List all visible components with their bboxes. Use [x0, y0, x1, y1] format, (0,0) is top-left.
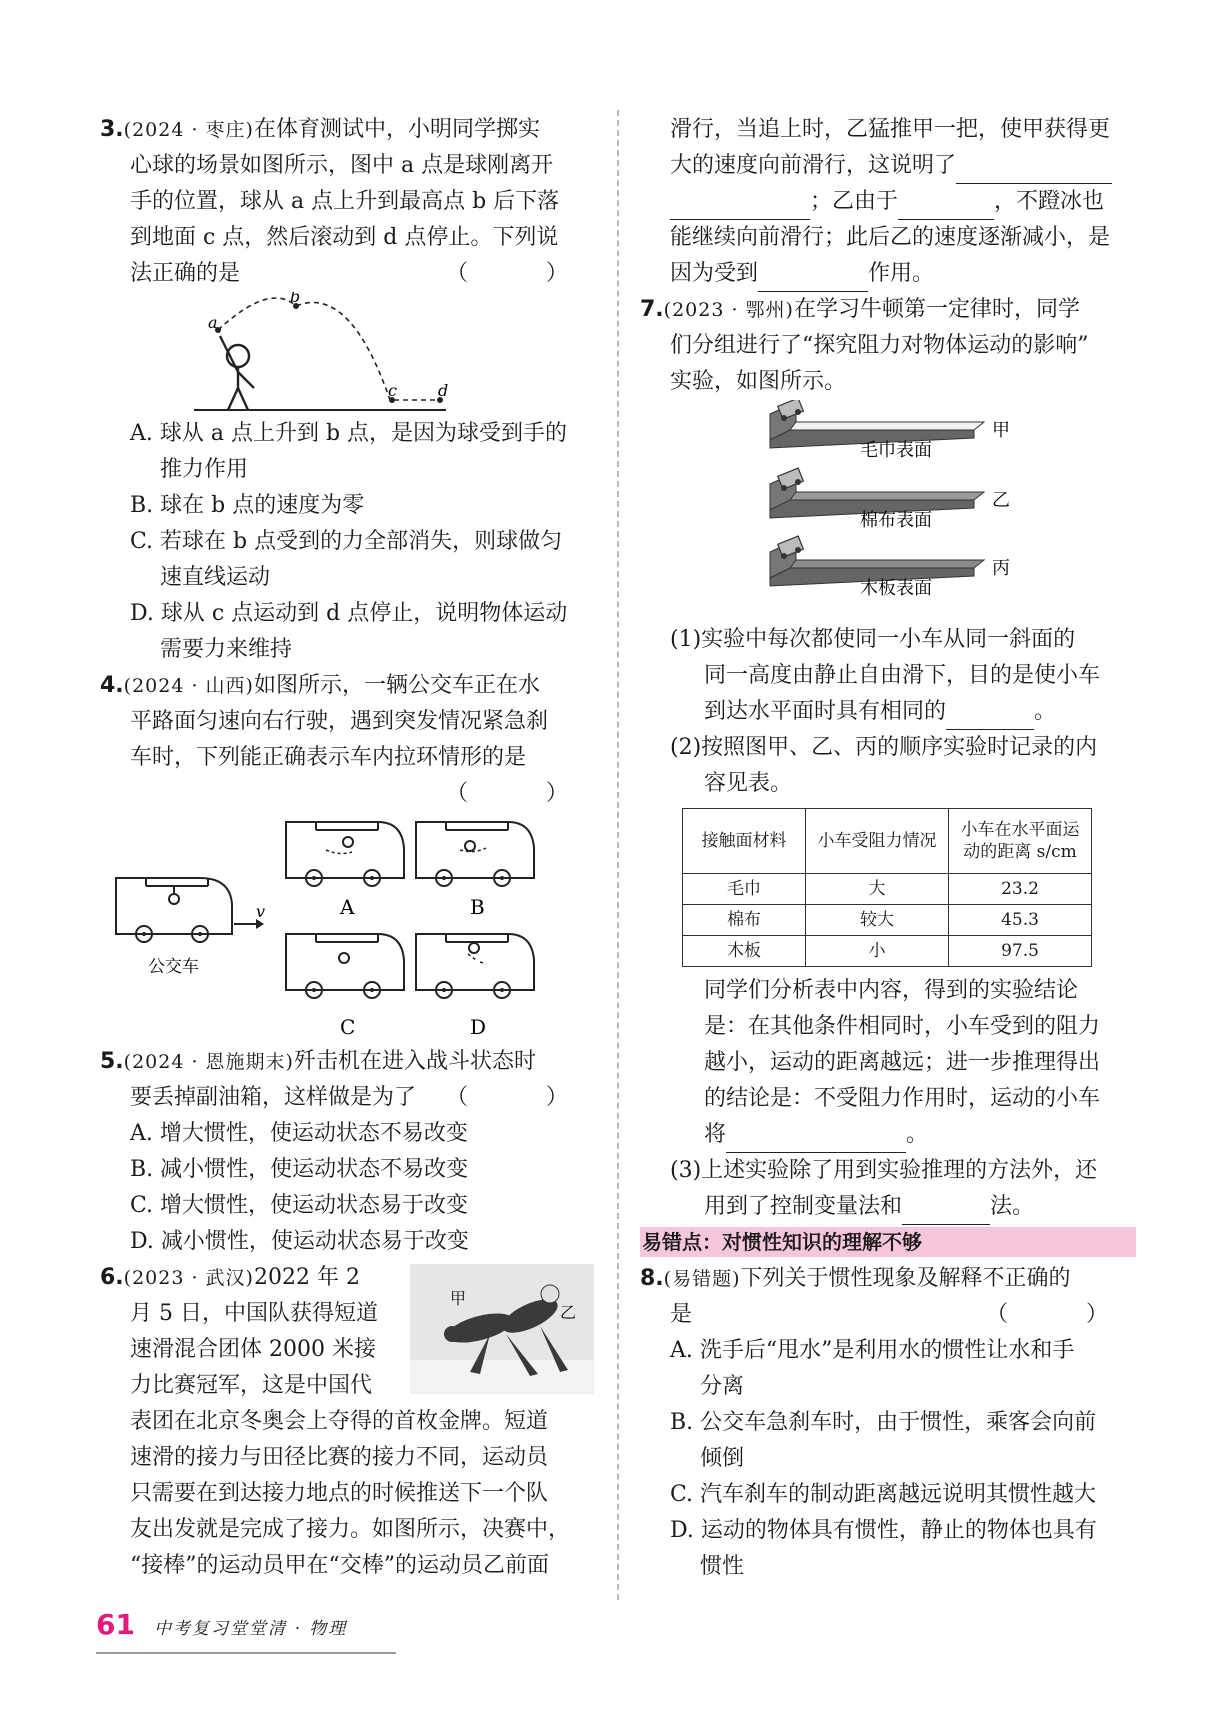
question-8	[640, 1261, 1136, 1585]
question-text: 歼击机在进入战斗状态时	[293, 1049, 536, 1074]
label-b: b	[290, 292, 301, 306]
table-header: 接触面材料	[683, 809, 806, 874]
question-3	[100, 112, 596, 668]
answer-blank[interactable]	[670, 193, 810, 220]
question-6	[100, 1260, 596, 1584]
question-text: 作用。	[868, 261, 935, 286]
question-text: 。	[906, 1122, 929, 1147]
ramp-figure	[640, 400, 1136, 622]
question-number: 5.	[100, 1049, 124, 1074]
question-text: (3)上述实验除了用到实验推理的方法外，还	[670, 1158, 1098, 1183]
question-text: 在体育测试中，小明同学掷实	[253, 117, 540, 142]
photo-label-yi: 乙	[560, 1303, 577, 1322]
answer-bracket: （ ）	[445, 1085, 596, 1110]
choice-b-label: B	[470, 895, 485, 919]
option-a[interactable]: A. 球从 a 点上升到 b 点，是因为球受到手的 推力作用	[130, 421, 568, 482]
option-b[interactable]: B. 公交车急刹车时，由于惯性，乘客会向前 倾倒	[670, 1410, 1097, 1471]
option-c[interactable]: C. 增大惯性，使运动状态易于改变	[130, 1193, 469, 1218]
answer-blank[interactable]	[946, 703, 1034, 730]
question-text: 下列关于惯性现象及解释不正确的	[740, 1266, 1071, 1291]
surface-label-cotton: 棉布表面	[860, 510, 932, 531]
question-number: 6.	[100, 1265, 124, 1290]
throw-figure	[100, 292, 596, 416]
question-text: 速滑混合团体 2000 米接	[130, 1337, 376, 1362]
question-source: (2023 · 武汉)	[123, 1267, 254, 1289]
table-header-row	[683, 809, 1092, 874]
question-text: 平路面匀速向右行驶，遇到突发情况紧急刹	[130, 709, 549, 734]
bus-option-a	[286, 822, 404, 886]
bus-option-c	[286, 934, 404, 998]
data-table-wrap	[640, 808, 1136, 967]
question-text: 。	[1034, 699, 1057, 724]
choice-c-label: C	[340, 1015, 356, 1039]
question-text: 因为受到	[670, 261, 759, 286]
question-text: 能继续向前滑行；此后乙的速度逐渐减小，是	[670, 225, 1111, 250]
surface-tag-jia: 甲	[992, 420, 1010, 441]
question-text: (1)实验中每次都使同一小车从同一斜面的	[670, 627, 1076, 652]
answer-blank[interactable]	[758, 265, 868, 292]
question-text: 同一高度由静止自由滑下，目的是使小车	[704, 663, 1101, 688]
question-text: ，不蹬冰也	[994, 189, 1105, 214]
question-text: 同学们分析表中内容，得到的实验结论	[704, 978, 1079, 1003]
table-header: 小车受阻力情况	[806, 809, 949, 874]
question-text: 力比赛冠军，这是中国代	[130, 1373, 373, 1398]
label-c: c	[388, 381, 397, 400]
question-5	[100, 1044, 596, 1260]
question-text: 2022 年 2	[253, 1265, 360, 1290]
answer-blank[interactable]	[898, 193, 994, 220]
right-column	[640, 112, 1136, 1585]
table-row: 棉布 较大 45.3	[683, 905, 1092, 936]
question-text: 是：在其他条件相同时，小车受到的阻力	[704, 1014, 1101, 1039]
option-b[interactable]: B. 减小惯性，使运动状态不易改变	[130, 1157, 469, 1182]
section-highlight: 易错点：对惯性知识的理解不够	[640, 1227, 1136, 1257]
question-text: 将	[704, 1122, 727, 1147]
question-text: 只需要在到达接力地点的时候推送下一个队	[130, 1481, 549, 1506]
bus-main	[116, 878, 232, 942]
question-source: (2024 · 恩施期末)	[123, 1051, 294, 1073]
option-d[interactable]: D. 球从 c 点运动到 d 点停止，说明物体运动 需要力来维持	[130, 601, 568, 662]
question-text: 用到了控制变量法和	[704, 1194, 903, 1219]
table-row: 木板 小 97.5	[683, 936, 1092, 967]
question-text: 滑行，当追上时，乙猛推甲一把，使甲获得更	[670, 117, 1111, 142]
table-row: 毛巾 大 23.2	[683, 874, 1092, 905]
skating-photo	[410, 1264, 594, 1394]
label-a: a	[208, 313, 218, 332]
question-number: 8.	[640, 1266, 664, 1291]
answer-blank[interactable]	[902, 1198, 990, 1225]
question-text: 越小，运动的距离越远；进一步推理得出	[704, 1050, 1101, 1075]
question-text: 速滑的接力与田径比赛的接力不同，运动员	[130, 1445, 549, 1470]
question-text: 表团在北京冬奥会上夺得的首枚金牌。短道	[130, 1409, 549, 1434]
question-source: (2023 · 鄂州)	[663, 299, 794, 321]
question-source: (2024 · 枣庄)	[123, 119, 254, 141]
question-text: 车时，下列能正确表示车内拉环情形的是	[130, 745, 527, 770]
option-c[interactable]: C. 若球在 b 点受到的力全部消失，则球做匀 速直线运动	[130, 529, 563, 590]
surface-label-wood: 木板表面	[860, 578, 932, 599]
question-text: 实验，如图所示。	[670, 369, 847, 394]
option-a[interactable]: A. 增大惯性，使运动状态不易改变	[130, 1121, 468, 1146]
answer-bracket: （ ）	[985, 1302, 1136, 1327]
question-text: 月 5 日，中国队获得短道	[130, 1301, 378, 1326]
question-text: 大的速度向前滑行，这说明了	[670, 153, 957, 178]
question-text: 心球的场景如图所示，图中 a 点是球刚离开	[130, 153, 554, 178]
answer-blank[interactable]	[726, 1126, 906, 1153]
photo-label-jia: 甲	[450, 1289, 467, 1308]
bus-figure	[100, 812, 596, 1044]
question-text: 们分组进行了“探究阻力对物体运动的影响”	[670, 333, 1089, 358]
option-c[interactable]: C. 汽车刹车的制动距离越远说明其惯性越大	[670, 1482, 1097, 1507]
label-d: d	[438, 381, 449, 400]
question-source: (2024 · 山西)	[123, 675, 254, 697]
question-number: 3.	[100, 117, 124, 142]
surface-tag-yi: 乙	[992, 490, 1010, 511]
column-divider	[617, 110, 619, 1600]
page-footer	[96, 1608, 347, 1641]
option-d[interactable]: D. 减小惯性，使运动状态易于改变	[130, 1229, 469, 1254]
question-text: 手的位置，球从 a 点上升到最高点 b 后下落	[130, 189, 560, 214]
question-4	[100, 668, 596, 1044]
choice-a-label: A	[340, 895, 355, 919]
question-number: 4.	[100, 673, 124, 698]
question-text: 友出发就是完成了接力。如图所示，决赛中，	[130, 1517, 571, 1542]
question-7	[640, 292, 1136, 1225]
question-text: 到达水平面时具有相同的	[704, 699, 947, 724]
bus-option-d	[416, 934, 534, 998]
bus-option-b	[416, 822, 534, 886]
question-source: (易错题)	[663, 1268, 741, 1290]
bus-caption: 公交车	[148, 957, 199, 977]
ball-path	[218, 298, 390, 400]
question-6-continued	[640, 112, 1136, 292]
question-text: 如图所示，一辆公交车正在水	[253, 673, 540, 698]
question-text: 法正确的是	[130, 261, 241, 286]
option-d[interactable]: D. 运动的物体具有惯性，静止的物体也具有 惯性	[670, 1518, 1097, 1579]
stick-figure	[220, 336, 254, 410]
data-table	[682, 808, 1092, 967]
table-header: 小车在水平面运动的距离 s/cm	[949, 809, 1092, 874]
option-b[interactable]: B. 球在 b 点的速度为零	[130, 493, 365, 518]
question-text: ；乙由于	[810, 189, 899, 214]
surface-tag-bing: 丙	[992, 558, 1010, 579]
left-column	[100, 112, 596, 1584]
question-text: “接棒”的运动员甲在“交棒”的运动员乙前面	[130, 1553, 549, 1578]
question-text: 是	[670, 1302, 693, 1327]
question-text: 的结论是：不受阻力作用时，运动的小车	[704, 1086, 1101, 1111]
surface-label-towel: 毛巾表面	[860, 440, 932, 461]
footer-rule	[96, 1652, 396, 1654]
question-number: 7.	[640, 297, 664, 322]
question-text: (2)按照图甲、乙、丙的顺序实验时记录的内	[670, 735, 1098, 760]
question-text: 要丢掉副油箱，这样做是为了	[130, 1085, 417, 1110]
question-text: 容见表。	[704, 771, 793, 796]
question-text: 到地面 c 点，然后滚动到 d 点停止。下列说	[130, 225, 559, 250]
answer-blank[interactable]	[956, 157, 1112, 184]
question-text: 在学习牛顿第一定律时，同学	[793, 297, 1080, 322]
answer-bracket: （ ）	[445, 261, 596, 286]
page-number: 61	[96, 1608, 135, 1641]
footer-title: 中考复习堂堂清 · 物理	[154, 1619, 348, 1639]
answer-bracket: （ ）	[445, 781, 596, 806]
choice-d-label: D	[470, 1015, 487, 1039]
velocity-label: v	[256, 902, 266, 921]
option-a[interactable]: A. 洗手后“甩水”是利用水的惯性让水和手 分离	[670, 1338, 1075, 1399]
question-text: 法。	[990, 1194, 1035, 1219]
